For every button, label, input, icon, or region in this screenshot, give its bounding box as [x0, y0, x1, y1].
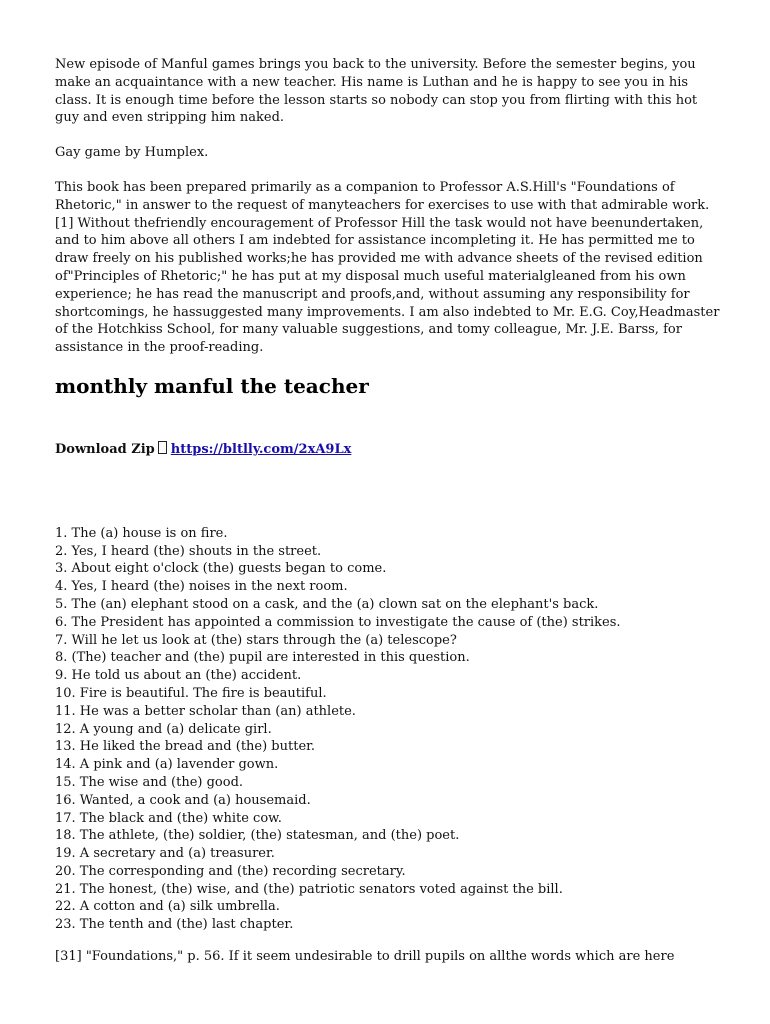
list-item: 10. Fire is beautiful. The fire is beautiful.: [55, 685, 327, 701]
preface-paragraph: This book has been prepared primarily as a companion to Professor A.S.Hill's "Foundations of Rhetoric," in answer to the request of manyteachers for exercises to use with that admirable work.[1] Without thefriendly encouragement of Professor Hill the task would not have beenundertaken, and to him above all others I am indebted for assistance incompleting it. He has permitted me to draw freely on his published works;he has provided me with advance sheets of the revised edition of"Principles of Rhetoric;" he has put at my disposal much useful materialgleaned from his own experience; he has read the manuscript and proofs,and, without assuming any responsibility for shortcomings, he hassuggested many improvements. I am also indebted to Mr. E.G. Coy,Headmaster of the Hotchkiss School, for many valuable suggestions, and tomy colleague, Mr. J.E. Barss, for assistance in the proof-reading.: [55, 179, 720, 356]
list-item: 9. He told us about an (the) accident.: [55, 668, 302, 684]
footnote: [31] "Foundations," p. 56. If it seem undesirable to drill pupils on allthe words which are here: [55, 949, 675, 965]
download-label: Download Zip: [55, 441, 155, 457]
document-page: [55, 56, 720, 966]
page-heading: monthly manful the teacher: [55, 373, 369, 398]
list-item: 14. A pink and (a) lavender gown.: [55, 757, 279, 773]
list-item: 12. A young and (a) delicate girl.: [55, 721, 272, 737]
list-item: 22. A cotton and (a) silk umbrella.: [55, 899, 280, 915]
list-item: 23. The tenth and (the) last chapter.: [55, 917, 294, 933]
list-item: 11. He was a better scholar than (an) athlete.: [55, 703, 356, 719]
list-item: 4. Yes, I heard (the) noises in the next room.: [55, 579, 348, 595]
download-line: [55, 441, 720, 459]
list-item: 3. About eight o'clock (the) guests began to come.: [55, 561, 387, 577]
list-item: 5. The (an) elephant stood on a cask, and the (a) clown sat on the elephant's back.: [55, 596, 599, 612]
list-item: 20. The corresponding and (the) recording secretary.: [55, 863, 406, 879]
list-item: 2. Yes, I heard (the) shouts in the street.: [55, 543, 322, 559]
credit-paragraph: Gay game by Humplex.: [55, 145, 209, 161]
list-item: 7. Will he let us look at (the) stars through the (a) telescope?: [55, 632, 457, 648]
list-item: 8. (The) teacher and (the) pupil are interested in this question.: [55, 650, 470, 666]
list-item: 19. A secretary and (a) treasurer.: [55, 846, 275, 862]
download-link[interactable]: https://bltlly.com/2xA9Lx: [170, 441, 352, 457]
intro-paragraph: New episode of Manful games brings you back to the university. Before the semester begins, you make an acquaintance with a new teacher. His name is Luthan and he is happy to see you in his class. It is enough time before the lesson starts so nobody can stop you from flirting with this hot guy and even stripping him naked.: [55, 57, 698, 126]
exercise-list: [55, 525, 720, 934]
list-item: 6. The President has appointed a commission to investigate the cause of (the) strikes.: [55, 614, 621, 630]
list-item: 18. The athlete, (the) soldier, (the) statesman, and (the) poet.: [55, 828, 460, 844]
list-item: 21. The honest, (the) wise, and (the) patriotic senators voted against the bill.: [55, 881, 563, 897]
list-item: 16. Wanted, a cook and (a) housemaid.: [55, 792, 311, 808]
list-item: 17. The black and (the) white cow.: [55, 810, 282, 826]
list-item: 13. He liked the bread and (the) butter.: [55, 739, 316, 755]
list-item: 1. The (a) house is on fire.: [55, 525, 228, 541]
list-item: 15. The wise and (the) good.: [55, 774, 244, 790]
missing-glyph-icon: [158, 441, 167, 454]
